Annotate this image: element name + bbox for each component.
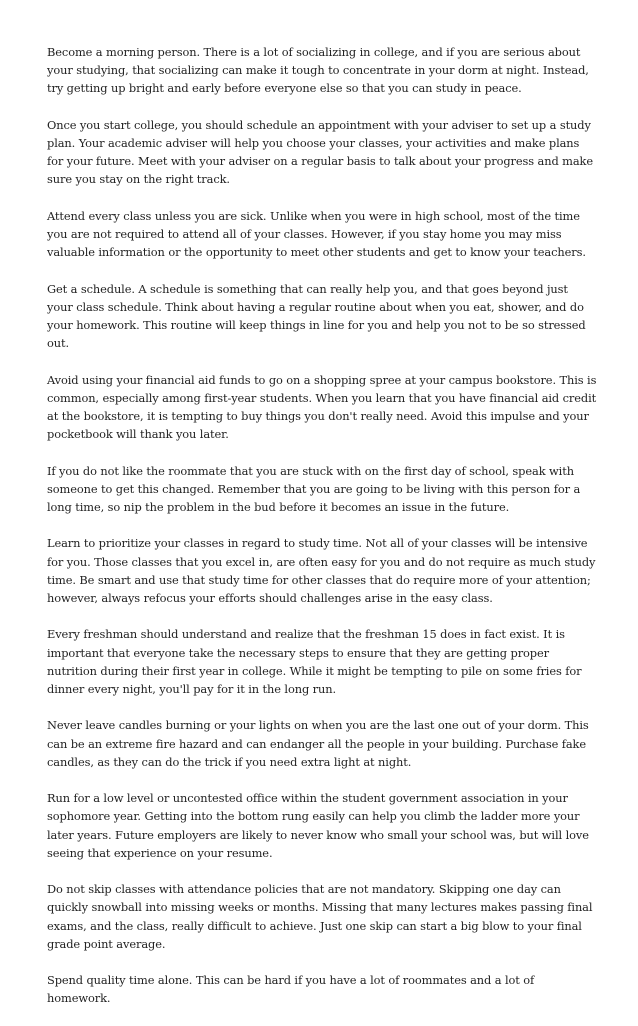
paragraph-adviser: Once you start college, you should schedule an appointment with your adviser to set up a study plan. Your academic adviser will help you choose your classes, your activities and make plans for your future. Meet with your adviser on a regular basis to talk about your progress and make sure you stay on the right track. <box>47 117 594 187</box>
paragraph-candles: Never leave candles burning or your lights on when you are the last one out of your dorm. This can be an extreme fire hazard and can endanger all the people in your building. Purchase fake candles, as they can do the trick if you need extra light at night. <box>47 718 589 769</box>
paragraph-morning-person: Become a morning person. There is a lot of socializing in college, and if you are serious about your studying, that socializing can make it tough to concentrate in your dorm at night. Instead, try getting up bright and early before everyone else so that you can study in peace. <box>47 45 589 96</box>
paragraph-skip-classes: Do not skip classes with attendance policies that are not mandatory. Skipping one day can quickly snowball into missing weeks or months. Missing that many lectures makes passing final exams, and the class, really difficult to achieve. Just one skip can start a big blow to your final grade point average. <box>47 882 593 951</box>
paragraph-schedule: Get a schedule. A schedule is something that can really help you, and that goes beyond just your class schedule. Think about having a regular routine about when you eat, shower, and do your homework. This routine will keep things in line for you and help you not to be so stressed out. <box>47 281 586 351</box>
paragraph-student-government: Run for a low level or uncontested office within the student government association in your sophomore year. Getting into the bottom rung easily can help you climb the ladder more your later years. Future employers are likely to never know who small your school was, but will love seeing that experience on your resume. <box>47 791 589 860</box>
document-page <box>47 43 597 1026</box>
paragraph-financial-aid: Avoid using your financial aid funds to go on a shopping spree at your campus bookstore. This is common, especially among first-year students. When you learn that you have financial aid credit at the bookstore, it is tempting to buy things you don't really need. Avoid this impulse and your pocketbook will thank you later. <box>47 372 597 442</box>
paragraph-freshman-15: Every freshman should understand and realize that the freshman 15 does in fact exist. It is important that everyone take the necessary steps to ensure that they are getting proper nutrition during their first year in college. While it might be tempting to pile on some fries for dinner every night, you'll pay for it in the long run. <box>47 627 582 696</box>
paragraph-quality-time: Spend quality time alone. This can be hard if you have a lot of roommates and a lot of homework. <box>47 973 535 1006</box>
paragraph-prioritize: Learn to prioritize your classes in regard to study time. Not all of your classes will be intensive for you. Those classes that you excel in, are often easy for you and do not require as much study time. Be smart and use that study time for other classes that do require more of your attention; however, always refocus your efforts should challenges arise in the easy class. <box>47 536 596 605</box>
paragraph-attend-class: Attend every class unless you are sick. Unlike when you were in high school, most of the time you are not required to attend all of your classes. However, if you stay home you may miss valuable information or the opportunity to meet other students and get to know your teachers. <box>47 208 586 260</box>
paragraph-roommate: If you do not like the roommate that you are stuck with on the first day of school, speak with someone to get this changed. Remember that you are going to be living with this person for a long time, so nip the problem in the bud before it becomes an issue in the future. <box>47 463 581 514</box>
